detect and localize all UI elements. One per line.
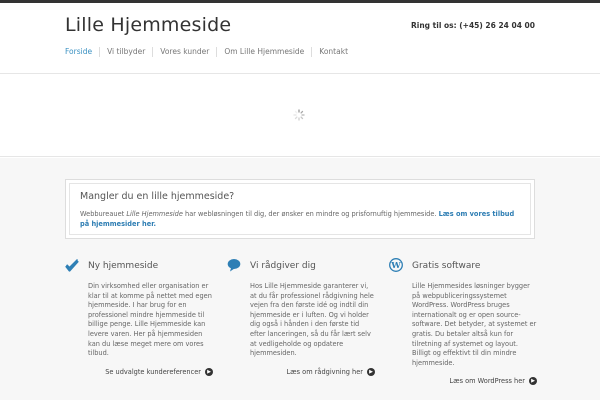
phone-number: Ring til os: (+45) 26 24 04 00 xyxy=(411,21,535,30)
loading-spinner-icon xyxy=(293,109,305,121)
column-text: Lille Hjemmesides løsninger bygger på webpubliceringssystemet WordPress. WordPress bruges internationalt og er open source-software. Det betyder, at systemet er gratis. Du betaler altså kun for tilretning af systemet og layout. Billigt og effektivt til din mindre hjemmeside. xyxy=(412,282,537,367)
cta-text: Webbureauet Lille Hjemmeside har webløsningen til dig, der ønsker en mindre og prisfornuftig hjemmeside. Læs om vores tilbud på hjemmesider her. xyxy=(80,210,515,228)
column-gratis-software xyxy=(389,258,537,385)
content-area xyxy=(0,158,600,400)
column-text: Din virksomhed eller organisation er klar til at komme på nettet med egen hjemmeside. I har brug for en professionel mindre hjemmeside til billige penge. Lille Hjemmeside kan levere varen. Her på hjemmesiden kan du læse meget mere om vores tilbud. xyxy=(88,282,212,358)
checkmark-icon xyxy=(65,258,79,272)
column-title: Gratis software xyxy=(412,261,481,271)
speech-bubble-icon xyxy=(227,258,241,272)
column-title: Ny hjemmeside xyxy=(88,261,159,271)
nav-item-kontakt[interactable]: Kontakt xyxy=(311,47,355,57)
wordpress-icon xyxy=(389,258,403,272)
main-nav xyxy=(65,47,355,57)
svg-text:W: W xyxy=(391,261,401,271)
arrow-right-icon: ▶ xyxy=(205,368,213,376)
site-logo[interactable]: Lille Hjemmeside xyxy=(65,14,232,36)
arrow-right-icon: ▶ xyxy=(367,368,375,376)
nav-item-forside[interactable]: Forside xyxy=(65,47,93,56)
slider-area xyxy=(0,73,600,157)
column-ny-hjemmeside xyxy=(65,258,213,376)
header xyxy=(0,3,600,73)
arrow-right-icon: ▶ xyxy=(529,377,537,385)
more-link[interactable]: Læs om rådgivning her ▶ xyxy=(227,368,375,376)
nav-item-vores-kunder[interactable]: Vores kunder xyxy=(152,47,216,57)
column-title: Vi rådgiver dig xyxy=(250,261,316,271)
column-vi-raadgiver-dig xyxy=(227,258,375,376)
more-link[interactable]: Læs om WordPress her ▶ xyxy=(389,377,537,385)
cta-title: Mangler du en lille hjemmeside? xyxy=(80,191,235,202)
column-text: Hos Lille Hjemmeside garanterer vi, at du får professionel rådgivning hele vejen fra den første idé og indtil din hjemmeside er i luften. Og vi holder dig også i hånden i den første tid efter lanceringen, så du får lært selv at vedligeholde og opdatere hjemmesiden. xyxy=(250,282,374,358)
cta-link[interactable]: Læs om vores tilbud på hjemmesider her. xyxy=(80,210,515,228)
cta-box xyxy=(65,179,535,239)
nav-item-vi-tilbyder[interactable]: Vi tilbyder xyxy=(99,47,152,57)
more-link[interactable]: Se udvalgte kundereferencer ▶ xyxy=(65,368,213,376)
nav-item-om-lille-hjemmeside[interactable]: Om Lille Hjemmeside xyxy=(216,47,311,57)
